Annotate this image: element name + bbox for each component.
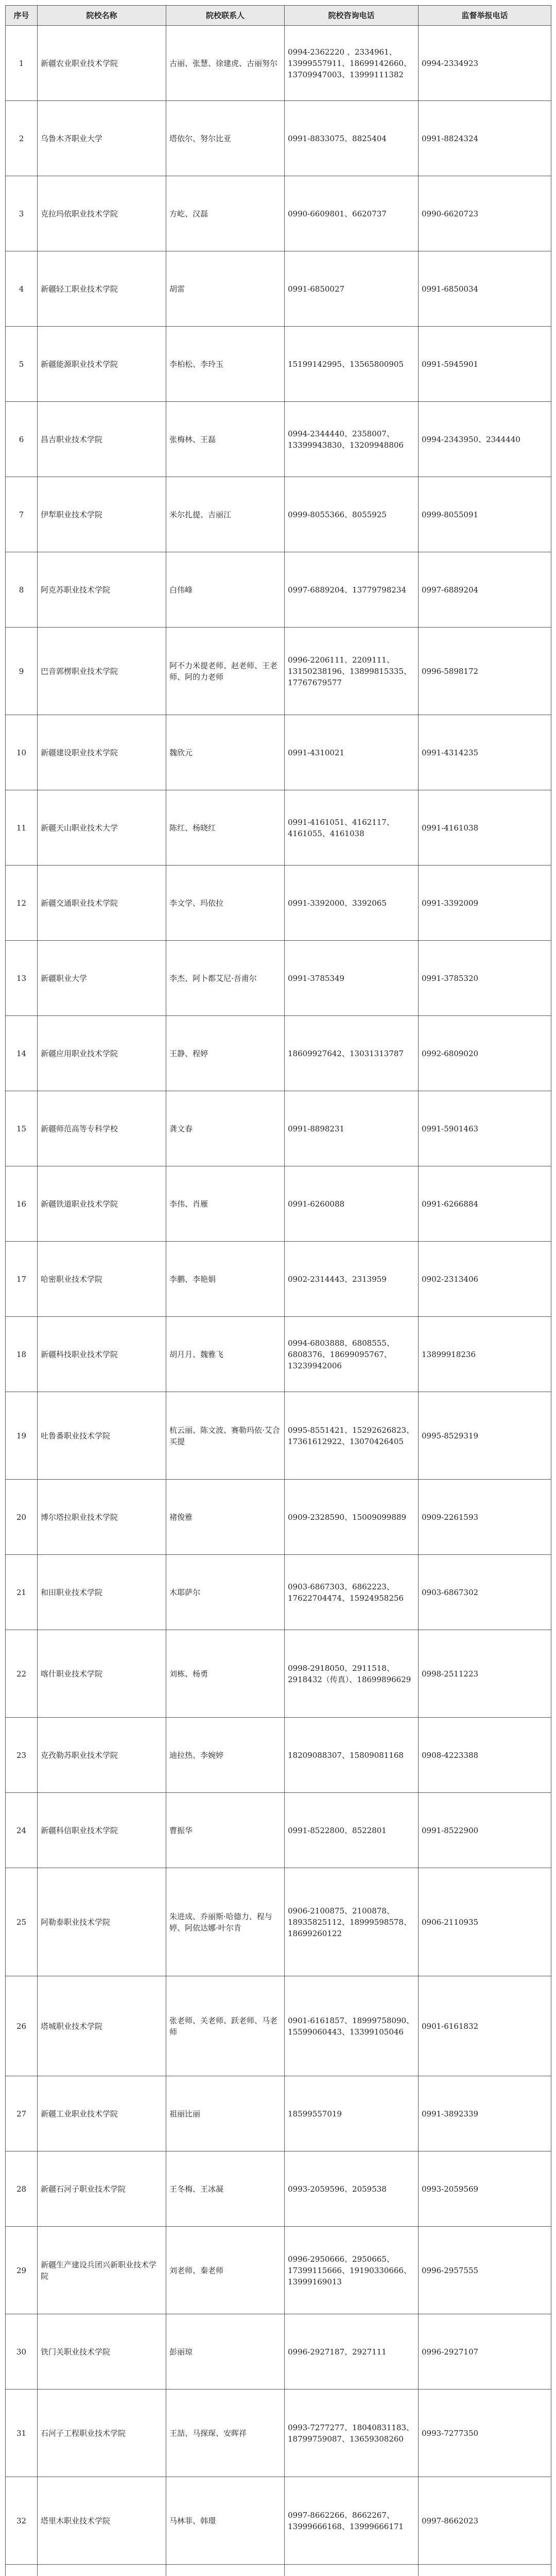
row-report: 0991-4161038 (419, 790, 551, 866)
row-no: 24 (6, 1793, 38, 1868)
row-contact: 阿不力米提老师、赵老师、王老师、阿的力老师 (166, 628, 285, 715)
row-report: 0992-6809020 (419, 1016, 551, 1091)
row-school: 昌吉职业技术学院 (38, 402, 166, 477)
row-contact: 王静、程婷 (166, 1016, 285, 1091)
row-school: 铁门关职业技术学院 (38, 2314, 166, 2389)
table-row (6, 1166, 551, 1242)
table-row (6, 1976, 551, 2076)
row-no: 12 (6, 866, 38, 941)
row-phone: 0991-4310021 (285, 715, 419, 790)
row-no: 16 (6, 1166, 38, 1242)
row-phone: 0997-6889204、13779798234 (285, 552, 419, 628)
row-no: 18 (6, 1317, 38, 1392)
table-row (6, 1392, 551, 1480)
row-school: 新疆农业职业技术学院 (38, 26, 166, 101)
row-phone: 15199142995、13565800905 (285, 327, 419, 402)
row-report: 0999-8055091 (419, 477, 551, 552)
table-row (6, 1091, 551, 1166)
row-school: 乌鲁木齐职业大学 (38, 101, 166, 176)
table-row (6, 2389, 551, 2477)
row-contact: 王喆、马探琛、安晖祥 (166, 2389, 285, 2477)
row-contact: 李鹏、李艳娟 (166, 1242, 285, 1317)
table-row (6, 1016, 551, 1091)
row-phone: 0991-6850027 (285, 251, 419, 327)
row-school: 巴音郭楞职业技术学院 (38, 628, 166, 715)
row-report: 0996-2957555 (419, 2227, 551, 2314)
table-row (6, 1718, 551, 1793)
row-no: 15 (6, 1091, 38, 1166)
row-school: 新疆轻工职业技术学院 (38, 251, 166, 327)
row-contact: 胡月月、魏雅飞 (166, 1317, 285, 1392)
row-report: 0997-8662023 (419, 2477, 551, 2565)
table-row (6, 2151, 551, 2227)
row-school: 和田职业技术学院 (38, 1555, 166, 1630)
row-no: 28 (6, 2151, 38, 2227)
row-phone: 0909-2328590、15009099889 (285, 1480, 419, 1555)
row-contact: 迪拉热、李婉婷 (166, 1718, 285, 1793)
row-no: 29 (6, 2227, 38, 2314)
row-contact: 龚文春 (166, 1091, 285, 1166)
row-no: 20 (6, 1480, 38, 1555)
row-school: 喀什职业技术学院 (38, 1630, 166, 1718)
table-row (6, 1793, 551, 1868)
row-contact (166, 2565, 285, 2576)
row-phone: 18609927642、13031313787 (285, 1016, 419, 1091)
row-contact: 方屹、汉磊 (166, 176, 285, 251)
table-row (6, 101, 551, 176)
row-phone: 0994-6803888、6808555、6808376、18699095767、13239942006 (285, 1317, 419, 1392)
row-phone: 0996-2950666、2950665、17399115666、19190330666、13999169013 (285, 2227, 419, 2314)
table-header-row (6, 6, 551, 26)
row-contact: 李柏松、李玲玉 (166, 327, 285, 402)
row-no: 30 (6, 2314, 38, 2389)
table-row (6, 251, 551, 327)
row-no: 8 (6, 552, 38, 628)
table-row (6, 715, 551, 790)
row-contact: 马林菲、韩璟 (166, 2477, 285, 2565)
row-no: 3 (6, 176, 38, 251)
row-phone: 0994-2362220 、2334961、13999557911、18699142660、13709947003、13999111382 (285, 26, 419, 101)
row-school: 石河子工程职业技术学院 (38, 2389, 166, 2477)
row-contact: 米尔扎提、吉丽江 (166, 477, 285, 552)
row-phone: 0902-2314443、2313959 (285, 1242, 419, 1317)
row-no: 32 (6, 2477, 38, 2565)
row-school: 新疆科信职业技术学院 (38, 1793, 166, 1868)
row-no: 17 (6, 1242, 38, 1317)
row-school: 塔城职业技术学院 (38, 1976, 166, 2076)
row-report: 0991-4314235 (419, 715, 551, 790)
row-phone: 0903-6867303、6862223、17622704474、15924958256 (285, 1555, 419, 1630)
row-report: 0996-5898172 (419, 628, 551, 715)
row-phone: 0996-2206111、2209111、13150238196、13899815335、17767679577 (285, 628, 419, 715)
row-no: 1 (6, 26, 38, 101)
row-report: 0906-2110935 (419, 1868, 551, 1976)
table-row (6, 26, 551, 101)
table-row (6, 1630, 551, 1718)
contact-table (5, 5, 551, 2576)
row-school: 克孜勒苏职业技术学院 (38, 1718, 166, 1793)
row-contact: 王冬梅、王冰凝 (166, 2151, 285, 2227)
row-contact: 褚俊雅 (166, 1480, 285, 1555)
row-phone (285, 2565, 419, 2576)
row-contact: 刘老师、秦老师 (166, 2227, 285, 2314)
header-contact: 院校联系人 (166, 6, 285, 26)
row-school: 阿勒泰职业技术学院 (38, 1868, 166, 1976)
row-report: 0901-6161832 (419, 1976, 551, 2076)
row-phone: 0991-8898231 (285, 1091, 419, 1166)
row-contact: 张老师、关老师、跃老师、马老师 (166, 1976, 285, 2076)
row-contact: 白伟峰 (166, 552, 285, 628)
row-report: 0908-4223388 (419, 1718, 551, 1793)
row-report: 0993-7277350 (419, 2389, 551, 2477)
row-report: 0997-6889204 (419, 552, 551, 628)
row-phone: 0991-8833075、8825404 (285, 101, 419, 176)
row-report: 0991-8824324 (419, 101, 551, 176)
row-no: 4 (6, 251, 38, 327)
row-contact: 塔依尔、努尔比亚 (166, 101, 285, 176)
table-row (6, 2477, 551, 2565)
table-row (6, 2076, 551, 2151)
row-school: 新疆工业职业技术学院 (38, 2076, 166, 2151)
row-contact: 李文学、玛依拉 (166, 866, 285, 941)
row-phone: 0991-3392000、3392065 (285, 866, 419, 941)
row-report (419, 2565, 551, 2576)
row-report: 0991-3785320 (419, 941, 551, 1016)
table-row (6, 1480, 551, 1555)
row-no: 6 (6, 402, 38, 477)
row-phone: 0993-7277277、18040831183、18799759087、13659308260 (285, 2389, 419, 2477)
row-phone: 0996-2927187、2927111 (285, 2314, 419, 2389)
row-report: 0991-8522900 (419, 1793, 551, 1868)
table-row (6, 941, 551, 1016)
row-school: 新疆石河子职业技术学院 (38, 2151, 166, 2227)
row-phone: 0999-8055366、8055925 (285, 477, 419, 552)
row-school: 新疆职业大学 (38, 941, 166, 1016)
row-no: 10 (6, 715, 38, 790)
row-phone: 0995-8551421、15292626823、17361612922、13070426405 (285, 1392, 419, 1480)
row-report: 0994-2334923 (419, 26, 551, 101)
row-contact: 祖丽比丽 (166, 2076, 285, 2151)
row-contact: 魏欣元 (166, 715, 285, 790)
row-no: 7 (6, 477, 38, 552)
row-report: 0991-6850034 (419, 251, 551, 327)
row-no: 19 (6, 1392, 38, 1480)
table-row (6, 790, 551, 866)
row-school: 博尔塔拉职业技术学院 (38, 1480, 166, 1555)
row-contact: 彭丽琼 (166, 2314, 285, 2389)
row-contact: 李伟、肖雁 (166, 1166, 285, 1242)
header-report: 监督举报电话 (419, 6, 551, 26)
table-row (6, 2314, 551, 2389)
table-row (6, 866, 551, 941)
row-no: 11 (6, 790, 38, 866)
row-phone: 0994-2344440、2358007、13399943830、13209948806 (285, 402, 419, 477)
table-row (6, 628, 551, 715)
table-row (6, 477, 551, 552)
table-row (6, 176, 551, 251)
row-contact: 曹振华 (166, 1793, 285, 1868)
table-row (6, 2565, 551, 2576)
row-contact: 古丽、张慧、徐建虎、古丽努尔 (166, 26, 285, 101)
row-phone: 18599557019 (285, 2076, 419, 2151)
row-report: 0996-2927107 (419, 2314, 551, 2389)
row-school: 吐鲁番职业技术学院 (38, 1392, 166, 1480)
row-no: 2 (6, 101, 38, 176)
row-report: 0991-6266884 (419, 1166, 551, 1242)
row-no (6, 2565, 38, 2576)
table-row (6, 1555, 551, 1630)
row-school: 新疆科技职业技术学院 (38, 1317, 166, 1392)
row-report: 0998-2511223 (419, 1630, 551, 1718)
table-row (6, 327, 551, 402)
row-no: 21 (6, 1555, 38, 1630)
row-school: 阿克苏职业技术学院 (38, 552, 166, 628)
row-school: 伊犁职业技术学院 (38, 477, 166, 552)
row-report: 0991-5901463 (419, 1091, 551, 1166)
row-no: 23 (6, 1718, 38, 1793)
table-row (6, 1317, 551, 1392)
row-phone: 0997-8662266、8662267、13999666168、13999666171 (285, 2477, 419, 2565)
row-contact: 张梅林、王磊 (166, 402, 285, 477)
row-school: 塔里木职业技术学院 (38, 2477, 166, 2565)
row-school: 新疆应用职业技术学院 (38, 1016, 166, 1091)
row-report: 0990-6620723 (419, 176, 551, 251)
table-row (6, 1242, 551, 1317)
table-row (6, 2227, 551, 2314)
row-report: 0995-8529319 (419, 1392, 551, 1480)
row-phone: 0991-8522800、8522801 (285, 1793, 419, 1868)
row-school: 新疆师范高等专科学校 (38, 1091, 166, 1166)
row-phone: 0991-3785349 (285, 941, 419, 1016)
row-phone: 0906-2100875、2100878、18935825112、18999598578、18699260122 (285, 1868, 419, 1976)
row-phone: 0901-6161857、18999758090、15599060443、13399105046 (285, 1976, 419, 2076)
row-report: 0991-5945901 (419, 327, 551, 402)
row-school: 新疆建设职业技术学院 (38, 715, 166, 790)
row-report: 0991-3392009 (419, 866, 551, 941)
row-no: 9 (6, 628, 38, 715)
row-school: 新疆铁道职业技术学院 (38, 1166, 166, 1242)
header-school: 院校名称 (38, 6, 166, 26)
row-school: 新疆天山职业技术大学 (38, 790, 166, 866)
row-contact: 李杰、阿卜都艾尼·吾甫尔 (166, 941, 285, 1016)
header-no: 序号 (6, 6, 38, 26)
row-no: 31 (6, 2389, 38, 2477)
row-no: 22 (6, 1630, 38, 1718)
row-phone: 0998-2918050、2911518、2918432（传真）、18699896629 (285, 1630, 419, 1718)
row-contact: 刘栋、杨勇 (166, 1630, 285, 1718)
table-row (6, 552, 551, 628)
row-phone: 0990-6609801、6620737 (285, 176, 419, 251)
row-report: 13899918236 (419, 1317, 551, 1392)
row-contact: 胡雷 (166, 251, 285, 327)
row-no: 27 (6, 2076, 38, 2151)
table-row (6, 402, 551, 477)
row-contact: 陈红、杨晓红 (166, 790, 285, 866)
row-no: 25 (6, 1868, 38, 1976)
row-report: 0991-3892339 (419, 2076, 551, 2151)
row-school: 哈密职业技术学院 (38, 1242, 166, 1317)
row-no: 5 (6, 327, 38, 402)
row-report: 0909-2261593 (419, 1480, 551, 1555)
row-school: 克拉玛依职业技术学院 (38, 176, 166, 251)
row-no: 14 (6, 1016, 38, 1091)
row-report: 0994-2343950、2344440 (419, 402, 551, 477)
row-school (38, 2565, 166, 2576)
row-report: 0903-6867302 (419, 1555, 551, 1630)
table-body (6, 26, 551, 2576)
row-no: 26 (6, 1976, 38, 2076)
row-contact: 朱进成、乔丽斯·哈德力、程与婷、阿依达娜·叶尔肯 (166, 1868, 285, 1976)
row-report: 0993-2059569 (419, 2151, 551, 2227)
row-phone: 0991-6260088 (285, 1166, 419, 1242)
row-phone: 0993-2059596、2059538 (285, 2151, 419, 2227)
row-phone: 0991-4161051、4162117、4161055、4161038 (285, 790, 419, 866)
row-school: 新疆生产建设兵团兴新职业技术学院 (38, 2227, 166, 2314)
row-phone: 18209088307、15809081168 (285, 1718, 419, 1793)
row-school: 新疆交通职业技术学院 (38, 866, 166, 941)
table-row (6, 1868, 551, 1976)
header-phone: 院校咨询电话 (285, 6, 419, 26)
row-school: 新疆能源职业技术学院 (38, 327, 166, 402)
row-contact: 杭云丽、陈文波、赛勒玛依·艾合买提 (166, 1392, 285, 1480)
row-contact: 木耶萨尔 (166, 1555, 285, 1630)
row-no: 13 (6, 941, 38, 1016)
row-report: 0902-2313406 (419, 1242, 551, 1317)
